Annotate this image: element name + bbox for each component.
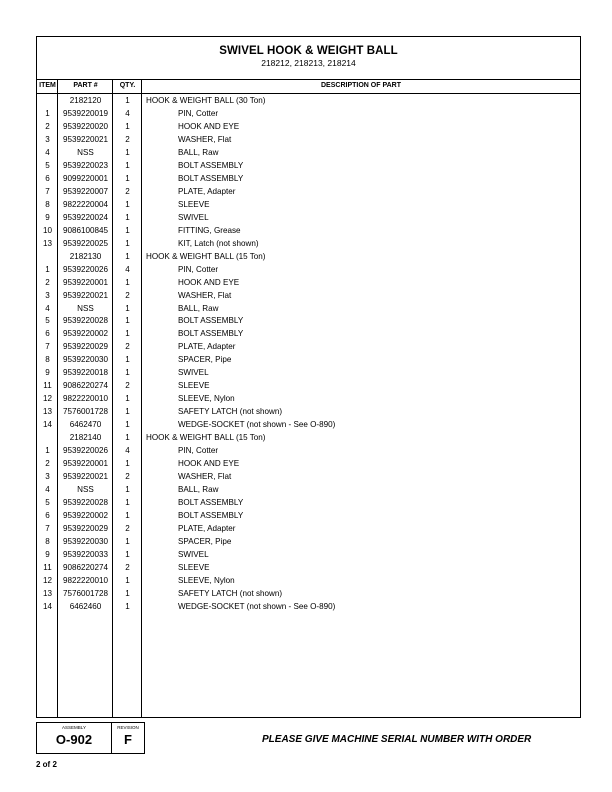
part-description: SLEEVE [178,199,210,209]
part-number: 9086220274 [62,381,108,391]
table-row [37,588,580,601]
table-row [37,510,580,523]
quantity: 1 [125,121,130,131]
table-row [37,108,580,121]
quantity: 1 [125,329,130,339]
item-number: 2 [45,277,50,287]
part-number: 9539220023 [62,160,108,170]
item-number: 13 [42,238,52,248]
table-row [37,419,580,432]
part-number: 6462460 [69,601,102,611]
column-header-row [37,79,580,94]
table-row [37,134,580,147]
part-number: 9539220018 [62,368,108,378]
table-row [37,303,580,316]
quantity: 1 [125,498,130,508]
part-description: HOOK AND EYE [178,459,240,469]
quantity: 1 [125,160,130,170]
quantity: 1 [125,407,130,417]
part-description: HOOK AND EYE [178,277,240,287]
quantity: 1 [125,511,130,520]
part-description: BALL, Raw [178,147,219,157]
part-description: WEDGE-SOCKET (not shown - See O-890) [178,601,336,611]
part-number: 9539220029 [62,342,108,352]
item-number: 8 [45,536,50,546]
quantity: 2 [125,290,130,300]
quantity: 1 [125,433,130,443]
quantity: 1 [125,316,130,326]
part-description: PIN, Cotter [178,108,219,118]
table-row [37,238,580,251]
part-description: WASHER, Flat [178,472,232,482]
revision-cell [112,723,144,753]
part-description: BALL, Raw [178,485,219,495]
table-row [37,549,580,562]
part-number: 9086220274 [62,562,108,572]
quantity: 1 [125,549,130,559]
part-description: PLATE, Adapter [178,342,236,352]
table-row [37,290,580,303]
part-description: SLEEVE [178,381,210,391]
item-number: 4 [45,485,50,495]
quantity: 1 [125,588,130,598]
page-title: SWIVEL HOOK & WEIGHT BALL [219,45,398,57]
item-number: 3 [45,472,50,482]
table-row [37,536,580,549]
page-number: 2 of 2 [36,760,57,769]
quantity: 1 [125,536,130,546]
part-number: 9099220001 [62,173,108,183]
assembly-cell [37,723,111,753]
item-number: 8 [45,355,50,365]
table-row [37,484,580,497]
item-number: 13 [42,407,52,417]
item-number: 6 [45,329,50,339]
part-number: 6462470 [69,420,102,430]
part-number: 9539220028 [62,316,108,326]
quantity: 1 [125,459,130,469]
table-row [37,367,580,380]
part-description: SWIVEL [178,212,209,222]
part-description: BOLT ASSEMBLY [178,511,244,520]
table-row [37,225,580,238]
part-number: 9539220028 [62,498,108,508]
table-row [37,264,580,277]
part-description: BOLT ASSEMBLY [178,498,244,508]
item-number: 1 [45,264,50,274]
quantity: 1 [125,368,130,378]
column-header-item: ITEM [39,82,56,89]
revision-label: REVISION [117,725,139,730]
item-number: 13 [42,588,52,598]
item-number: 3 [45,290,50,300]
item-number: 5 [45,160,50,170]
part-number: NSS [77,147,94,157]
item-number: 14 [42,420,52,430]
table-row [37,406,580,419]
table-row [37,354,580,367]
quantity: 1 [125,277,130,287]
table-row [37,601,580,614]
item-number: 2 [45,459,50,469]
quantity: 4 [125,264,130,274]
table-row [37,251,580,264]
part-number: 9539220021 [62,472,108,482]
part-description: SPACER, Pipe [178,355,232,365]
item-number: 6 [45,511,50,520]
quantity: 2 [125,523,130,533]
item-number: 7 [45,186,50,196]
part-number: 9539220026 [62,446,108,456]
quantity: 4 [125,108,130,118]
quantity: 2 [125,134,130,144]
part-number: 9539220029 [62,523,108,533]
table-row [37,277,580,290]
part-description: WEDGE-SOCKET (not shown - See O-890) [178,420,336,430]
quantity: 1 [125,485,130,495]
assembly-label: ASSEMBLY [62,725,86,730]
part-number: 9539220002 [62,511,108,520]
column-header-part: PART # [73,82,98,89]
part-number: 9539220021 [62,134,108,144]
table-row [37,575,580,588]
part-description: PIN, Cotter [178,446,219,456]
revision-value: F [124,732,132,747]
part-number: 7576001728 [62,407,108,417]
item-number: 9 [45,368,50,378]
part-description: SLEEVE, Nylon [178,394,235,404]
page-subtitle: 218212, 218213, 218214 [261,58,356,68]
quantity: 1 [125,575,130,585]
item-number: 4 [45,147,50,157]
part-number: 9822220004 [62,199,108,209]
item-number: 11 [43,562,52,572]
table-row [37,471,580,484]
parts-table-body [37,95,580,614]
part-number: 9539220001 [62,459,108,469]
table-row [37,562,580,575]
part-description: PIN, Cotter [178,264,219,274]
part-number: 9822220010 [62,394,108,404]
table-row [37,380,580,393]
item-number: 12 [42,394,52,404]
part-number: 2182140 [69,433,102,443]
assembly-revision-box [36,722,145,754]
table-row [37,341,580,354]
part-number: 9539220007 [62,186,108,196]
title-block [37,37,580,80]
part-number: 9539220019 [62,108,108,118]
part-number: 9539220030 [62,536,108,546]
assembly-number: O-902 [55,732,93,747]
part-number: 2182120 [69,96,102,105]
part-description: HOOK & WEIGHT BALL (30 Ton) [146,96,266,105]
table-row [37,458,580,471]
part-description: BALL, Raw [178,303,219,313]
part-description: SLEEVE [178,562,210,572]
item-number: 2 [45,121,50,131]
table-row [37,121,580,134]
part-description: FITTING, Grease [178,225,241,235]
part-description: BOLT ASSEMBLY [178,329,244,339]
quantity: 2 [125,562,130,572]
item-number: 3 [45,134,50,144]
quantity: 1 [125,173,130,183]
item-number: 11 [43,381,52,391]
quantity: 1 [125,147,130,157]
table-row [37,393,580,406]
part-description: SLEEVE, Nylon [178,575,235,585]
table-row [37,432,580,445]
table-row [37,95,580,108]
part-description: HOOK & WEIGHT BALL (15 Ton) [146,433,266,443]
item-number: 4 [45,303,50,313]
part-number: 9539220033 [62,549,108,559]
table-row [37,445,580,458]
item-number: 1 [45,108,50,118]
part-description: BOLT ASSEMBLY [178,316,244,326]
part-description: SAFETY LATCH (not shown) [178,588,283,598]
part-number: 9822220010 [62,575,108,585]
item-number: 8 [45,199,50,209]
quantity: 4 [125,446,130,456]
table-row [37,160,580,173]
part-description: BOLT ASSEMBLY [178,160,244,170]
part-number: 9539220002 [62,329,108,339]
part-number: 9539220020 [62,121,108,131]
quantity: 1 [125,601,130,611]
column-header-qty: QTY. [119,82,136,89]
part-number: 9539220001 [62,277,108,287]
item-number: 6 [45,173,50,183]
part-description: SPACER, Pipe [178,536,232,546]
quantity: 1 [125,225,130,235]
item-number: 7 [45,342,50,352]
part-description: PLATE, Adapter [178,186,236,196]
part-description: WASHER, Flat [178,290,232,300]
part-description: HOOK AND EYE [178,121,240,131]
part-number: 9539220026 [62,264,108,274]
table-row [37,147,580,160]
table-row [37,199,580,212]
table-row [37,173,580,186]
part-number: 9539220021 [62,290,108,300]
quantity: 1 [125,96,130,105]
item-number: 5 [45,316,50,326]
quantity: 1 [125,420,130,430]
item-number: 12 [42,575,52,585]
part-description: SAFETY LATCH (not shown) [178,407,283,417]
quantity: 1 [125,212,130,222]
quantity: 1 [125,394,130,404]
quantity: 1 [125,199,130,209]
table-row [37,315,580,328]
table-row [37,186,580,199]
table-row [37,497,580,510]
quantity: 1 [125,251,130,261]
part-number: 9539220030 [62,355,108,365]
item-number: 10 [42,225,52,235]
order-notice: PLEASE GIVE MACHINE SERIAL NUMBER WITH ORDER [262,734,532,745]
column-header-description: DESCRIPTION OF PART [321,82,401,89]
item-number: 5 [45,498,50,508]
part-description: HOOK & WEIGHT BALL (15 Ton) [146,251,266,261]
item-number: 9 [45,212,50,222]
quantity: 2 [125,342,130,352]
table-row [37,212,580,225]
item-number: 1 [45,446,50,456]
item-number: 14 [42,601,52,611]
part-description: SWIVEL [178,368,209,378]
quantity: 2 [125,186,130,196]
part-number: 9086100845 [62,225,108,235]
table-row [37,523,580,536]
part-description: WASHER, Flat [178,134,232,144]
item-number: 9 [45,549,50,559]
part-number: 2182130 [69,251,102,261]
part-description: KIT, Latch (not shown) [178,238,259,248]
quantity: 1 [125,355,130,365]
quantity: 2 [125,381,130,391]
part-description: PLATE, Adapter [178,523,236,533]
quantity: 1 [125,303,130,313]
item-number: 7 [45,523,50,533]
part-description: SWIVEL [178,549,209,559]
part-description: BOLT ASSEMBLY [178,173,244,183]
part-number: NSS [77,303,94,313]
part-number: 9539220025 [62,238,108,248]
quantity: 1 [125,238,130,248]
part-number: 7576001728 [62,588,108,598]
parts-list-frame [36,36,581,718]
table-row [37,328,580,341]
part-number: 9539220024 [62,212,108,222]
part-number: NSS [77,485,94,495]
quantity: 2 [125,472,130,482]
